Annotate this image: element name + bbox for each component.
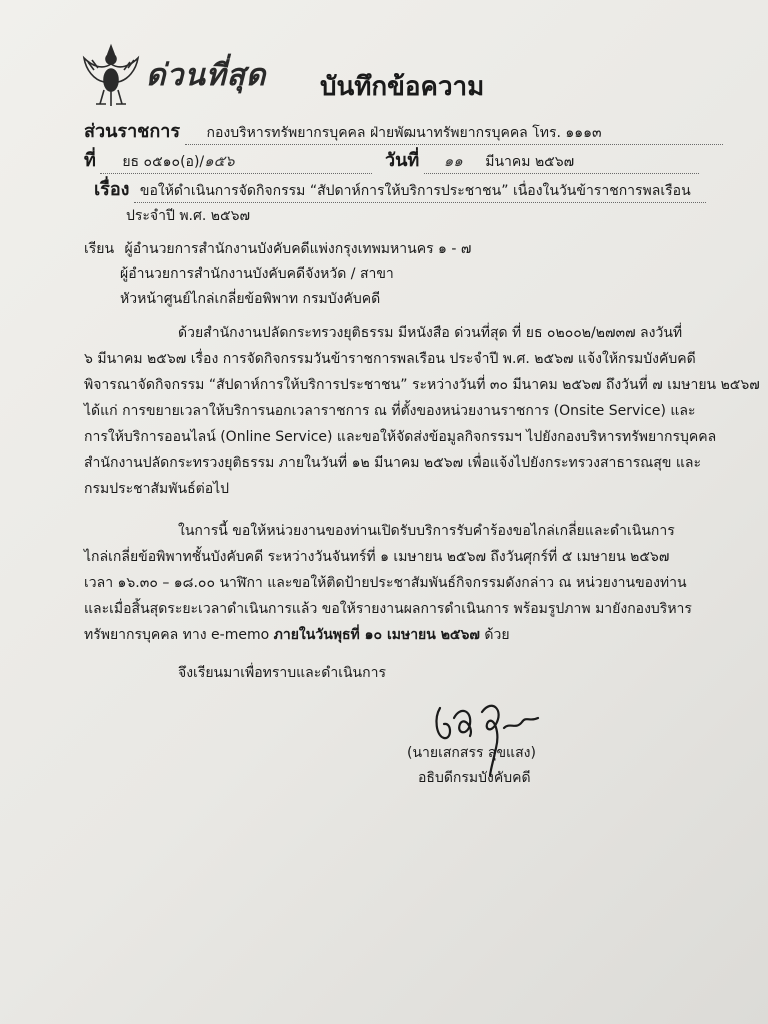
reference-number — [100, 149, 372, 174]
closing-line: จึงเรียนมาเพื่อทราบและดำเนินการ — [178, 665, 386, 681]
paragraph2-line: และเมื่อสิ้นสุดระยะเวลาดำเนินการแล้ว ขอให้รายงานผลการดำเนินการ พร้อมรูปภาพ มายังกองบริหาร — [84, 601, 692, 617]
reference-row — [84, 145, 372, 174]
paragraph1-line: การให้บริการออนไลน์ (Online Service) และขอให้จัดส่งข้อมูลกิจกรรมฯ ไปยังกองบริหารทรัพยากรบุคคล — [84, 429, 717, 445]
paragraph1-line: ได้แก่ การขยายเวลาให้บริการนอกเวลาราชการ ณ ที่ตั้งของหน่วยงานราชการ (Onsite Service) และ — [84, 403, 696, 419]
paragraph1-line: สำนักงานปลัดกระทรวงยุติธรรม ภายในวันที่ ๑๒ มีนาคม ๒๕๖๗ เพื่อแจ้งไปยังกระทรวงสาธารณสุข และ — [84, 455, 701, 471]
paragraph2-line: ในการนี้ ขอให้หน่วยงานของท่านเปิดรับบริการรับคำร้องขอไกล่เกลี่ยและดำเนินการ — [178, 523, 675, 539]
signatory-name: (นายเสกสรร สุขแสง) — [407, 745, 536, 761]
subject-label: เรื่อง — [94, 179, 130, 200]
paragraph1-line: กรมประชาสัมพันธ์ต่อไป — [84, 481, 230, 497]
subject-row — [94, 174, 706, 203]
date-rest: มีนาคม ๒๕๖๗ — [485, 154, 575, 170]
department-label: ส่วนราชการ — [84, 121, 181, 142]
recipient-line-3: หัวหน้าศูนย์ไกล่เกลี่ยข้อพิพาท กรมบังคับคดี — [120, 291, 381, 307]
paragraph2-line: ไกล่เกลี่ยข้อพิพาทชั้นบังคับคดี ระหว่างวันจันทร์ที่ ๑ เมษายน ๒๕๖๗ ถึงวันศุกร์ที่ ๕ เมษายน ๒๕๖๗ — [84, 549, 670, 565]
paragraph2-last-line — [84, 624, 510, 646]
paragraph1-line: ด้วยสำนักงานปลัดกระทรวงยุติธรรม มีหนังสือ ด่วนที่สุด ที่ ยธ ๐๒๐๐๒/๒๗๓๗ ลงวันที่ — [178, 325, 683, 341]
memo-title: บันทึกข้อความ — [320, 72, 485, 102]
department-value: กองบริหารทรัพยากรบุคคล ฝ่ายพัฒนาทรัพยากรบุคคล โทร. ๑๑๑๓ — [185, 122, 723, 145]
date-row — [385, 145, 699, 174]
handwritten-signature-icon — [430, 688, 550, 778]
paragraph1-line: ๖ มีนาคม ๒๕๖๗ เรื่อง การจัดกิจกรรมวันข้าราชการพลเรือน ประจำปี พ.ศ. ๒๕๖๗ แจ้งให้กรมบังคับคดี — [84, 351, 696, 367]
department-row — [84, 116, 723, 145]
recipient-line-1 — [84, 238, 471, 260]
recipient-prefix: เรียน — [84, 241, 115, 257]
signatory-position: อธิบดีกรมบังคับคดี — [418, 770, 531, 786]
paragraph2-deadline: ภายในวันพุธที่ ๑๐ เมษายน ๒๕๖๗ — [273, 627, 480, 643]
paragraph2-last-post: ด้วย — [479, 627, 510, 643]
reference-handwritten: ๑๕๖ — [204, 152, 235, 170]
recipient-line-2: ผู้อำนวยการสำนักงานบังคับคดีจังหวัด / สาขา — [120, 266, 394, 282]
date-label: วันที่ — [385, 150, 420, 171]
garuda-emblem-icon — [80, 40, 142, 110]
date-day: ๑๑ — [443, 152, 463, 170]
paragraph2-last-pre: ทรัพยากรบุคคล ทาง e-memo — [84, 627, 274, 643]
recipient-name-1: ผู้อำนวยการสำนักงานบังคับคดีแพ่งกรุงเทพมหานคร ๑ - ๗ — [124, 241, 472, 257]
reference-label: ที่ — [84, 150, 96, 171]
paragraph2-line: เวลา ๑๖.๓๐ – ๑๘.๐๐ นาฬิกา และขอให้ติดป้ายประชาสัมพันธ์กิจกรรมดังกล่าว ณ หน่วยงานของท่าน — [84, 575, 687, 591]
reference-value: ยธ ๐๕๑๐(อ)/ — [122, 154, 205, 170]
subject-line-2: ประจำปี พ.ศ. ๒๕๖๗ — [126, 208, 251, 224]
paragraph1-line: พิจารณาจัดกิจกรรม “สัปดาห์การให้บริการประชาชน” ระหว่างวันที่ ๓๐ มีนาคม ๒๕๖๗ ถึงวันที่ ๗ เมษายน ๒๕๖๗ — [84, 377, 760, 393]
urgent-label: ด่วนที่สุด — [146, 58, 267, 93]
date-value — [424, 149, 699, 174]
subject-line-1: ขอให้ดำเนินการจัดกิจกรรม “สัปดาห์การให้บริการประชาชน” เนื่องในวันข้าราชการพลเรือน — [134, 180, 706, 203]
